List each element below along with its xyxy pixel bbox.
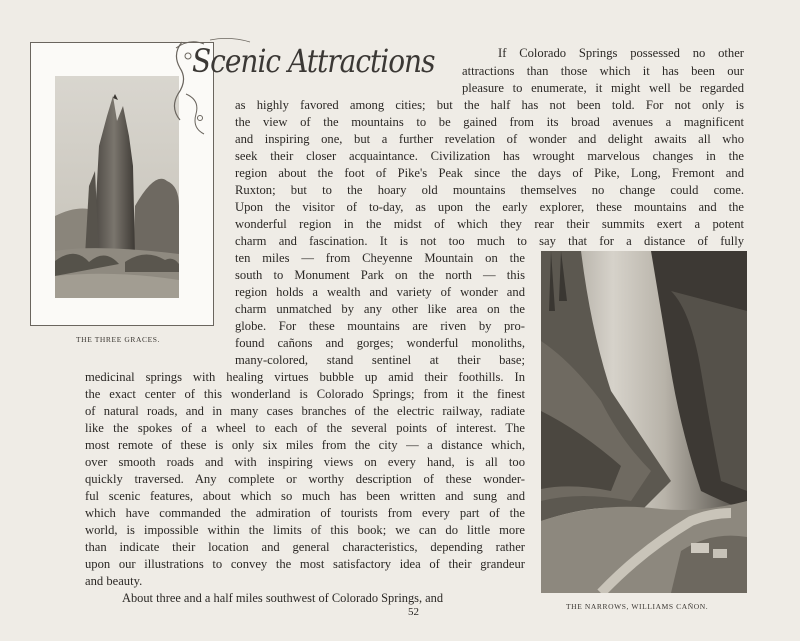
text-line: ten miles — from Cheyenne Mountain on the <box>235 251 525 265</box>
text-line: If Colorado Springs possessed no other <box>498 46 744 60</box>
text-line: Upon the visitor of to-day, as upon the early explorer, these mountains and the <box>235 200 744 214</box>
text-line: and inspiring one, but a further revelation of wonder and delight awaits all who <box>235 132 744 146</box>
text-line: quickly traversed. Any complete or worthy description of these wonder- <box>85 472 525 486</box>
text-line: like the spokes of a wheel to each of the several points of interest. The <box>85 421 525 435</box>
text-line: most remote of these is only six miles from the city — a distance which, <box>85 438 525 452</box>
section-heading: Scenic Attractions <box>192 42 435 80</box>
rock-formation-illustration <box>55 76 179 298</box>
text-line: charm and fascination. It is not too much to say that for a distance of fully <box>235 234 744 248</box>
text-line: seek their closer acquaintance. Civilization has wrought marvelous changes in the <box>235 149 744 163</box>
text-line: of natural roads, and in many cases branches of the electric railway, radiate <box>85 404 525 418</box>
three-graces-caption: THE THREE GRACES. <box>76 335 161 344</box>
text-line: the exact center of this wonderland is Colorado Springs; from it the finest <box>85 387 525 401</box>
text-line: charm unmatched by any other like area on the <box>235 302 525 316</box>
text-line: over smooth roads and with inspiring views on every hand, is all too <box>85 455 525 469</box>
page-number: 52 <box>408 606 419 618</box>
narrows-photo <box>541 251 747 593</box>
text-line: ful scenic features, about which so much has been written and sung and <box>85 489 525 503</box>
text-line: attractions than those which it has been our <box>462 64 744 78</box>
text-line: the view of the mountains to be gained from its broad avenues a magnificent <box>235 115 744 129</box>
text-line: region about the foot of Pike's Peak since the days of Pike, Long, Fremont and <box>235 166 744 180</box>
text-line: world, is impossible within the limits of this book; we can do little more <box>85 523 525 537</box>
text-line-final: About three and a half miles southwest of Colorado Springs, and <box>122 591 444 605</box>
text-line: Ruxton; but to the hoary old mountains themselves no change could come. <box>235 183 744 197</box>
text-line: and beauty. <box>85 574 143 588</box>
text-line: as highly favored among cities; but the half has not been told. For not only is <box>235 98 744 112</box>
text-line: wonderful region in the midst of which they rear their summits exert a potent <box>235 217 744 231</box>
text-line: pleasure to enumerate, it might well be regarded <box>462 81 744 95</box>
narrows-caption: THE NARROWS, WILLIAMS CAÑON. <box>566 602 709 611</box>
text-line: found cañons and gorges; wonderful monoliths, <box>235 336 525 350</box>
text-line: medicinal springs with healing virtues bubble up amid their foothills. In <box>85 370 525 384</box>
text-line: globe. For these mountains are riven by pro- <box>235 319 525 333</box>
text-line: which have commanded the admiration of tourists from every part of the <box>85 506 525 520</box>
text-line: than indicate their location and general characteristics, depending rather <box>85 540 525 554</box>
text-line: upon our illustrations to convey the most satisfactory idea of their grandeur <box>85 557 525 571</box>
canyon-illustration <box>541 251 747 593</box>
three-graces-photo <box>55 76 179 298</box>
text-line: many-colored, stand sentinel at their base; <box>235 353 525 367</box>
text-line: south to Monument Park on the north — this <box>235 268 525 282</box>
text-line: region holds a wealth and variety of wonder and <box>235 285 525 299</box>
